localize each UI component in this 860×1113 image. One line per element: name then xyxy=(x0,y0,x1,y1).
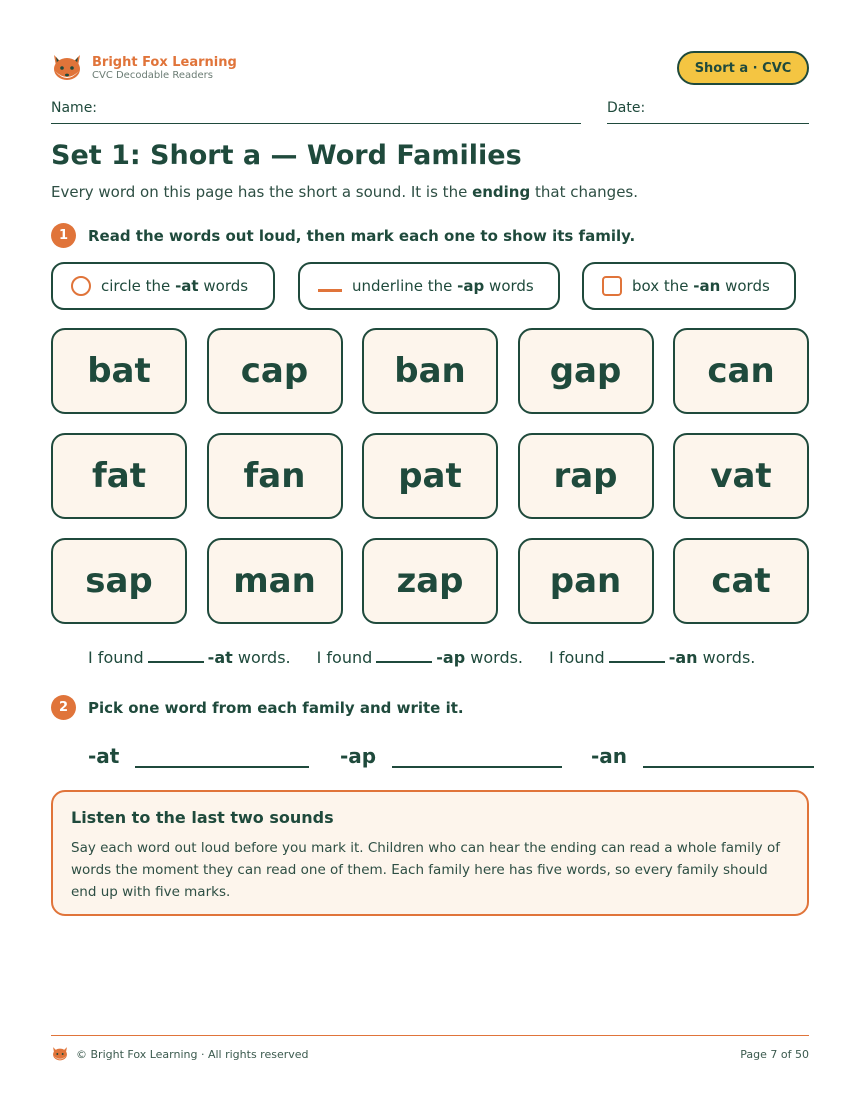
legend-family: -at xyxy=(175,277,199,295)
tally-blank[interactable] xyxy=(609,649,665,663)
write-line[interactable] xyxy=(392,740,562,768)
tally-text: words. xyxy=(702,648,756,667)
word-card[interactable]: zap xyxy=(362,538,498,624)
subtitle-emphasis: ending xyxy=(472,183,531,201)
word-card[interactable]: fan xyxy=(207,433,343,519)
legend-text: circle the xyxy=(101,277,171,295)
tally-at xyxy=(88,648,291,667)
subtitle-text: Every word on this page has the short a sound. It is the xyxy=(51,183,473,201)
word-card[interactable]: sap xyxy=(51,538,187,624)
tally-ap xyxy=(317,648,523,667)
name-field[interactable] xyxy=(51,100,581,124)
step-number-badge: 1 xyxy=(51,223,76,248)
word-card[interactable]: cat xyxy=(673,538,809,624)
word-card[interactable]: vat xyxy=(673,433,809,519)
tally-family: -at xyxy=(207,648,233,667)
tally-text: I found xyxy=(549,648,605,667)
tip-callout xyxy=(51,790,809,916)
date-label: Date: xyxy=(607,100,646,116)
step-instruction-text: Pick one word from each family and write it. xyxy=(88,698,464,717)
date-field[interactable] xyxy=(607,100,809,124)
legend-underline-ap xyxy=(298,262,560,310)
callout-title: Listen to the last two sounds xyxy=(71,808,334,827)
write-row-an xyxy=(591,740,814,768)
tally-text: I found xyxy=(88,648,144,667)
legend-box-an xyxy=(582,262,796,310)
step-2-instruction xyxy=(51,695,464,720)
write-family-label: -at xyxy=(88,744,120,768)
legend-text: box the xyxy=(632,277,689,295)
name-label: Name: xyxy=(51,100,98,116)
tally-text: I found xyxy=(316,648,373,667)
word-card[interactable]: pat xyxy=(362,433,498,519)
word-card[interactable]: man xyxy=(207,538,343,624)
tally-text: words. xyxy=(237,648,291,667)
step-instruction-text: Read the words out loud, then mark each one to show its family. xyxy=(88,226,636,245)
legend-text: words xyxy=(203,277,249,295)
tally-blank[interactable] xyxy=(148,649,204,663)
subtitle-text-end: that changes. xyxy=(530,183,639,201)
footer-copyright: © Bright Fox Learning · All rights reserved xyxy=(76,1047,309,1061)
fox-logo-icon xyxy=(51,53,83,83)
write-family-label: -an xyxy=(591,744,628,768)
legend-text: underline the xyxy=(352,277,453,295)
write-family-label: -ap xyxy=(340,744,377,768)
step-number-badge: 2 xyxy=(51,695,76,720)
tally-row xyxy=(88,648,781,667)
box-icon xyxy=(602,276,622,296)
legend-text: words xyxy=(489,277,534,295)
footer-copyright-block xyxy=(51,1046,309,1062)
word-grid xyxy=(51,328,809,624)
legend-family: -an xyxy=(693,277,721,295)
legend-family: -ap xyxy=(457,277,485,295)
fox-logo-icon xyxy=(51,1046,69,1062)
word-card[interactable]: gap xyxy=(518,328,654,414)
write-line[interactable] xyxy=(135,740,309,768)
footer-divider xyxy=(51,1035,809,1036)
word-card[interactable]: ban xyxy=(362,328,498,414)
brand-name: Bright Fox Learning xyxy=(92,54,237,70)
circle-icon xyxy=(71,276,91,296)
word-card[interactable]: cap xyxy=(207,328,343,414)
callout-body: Say each word out loud before you mark it. Children who can hear the ending can read a whole family of words the moment they can read one of them. Each family here has five words, so every family should end up with five marks. xyxy=(71,840,780,900)
brand xyxy=(51,53,237,83)
legend-circle-at xyxy=(51,262,275,310)
write-row-ap xyxy=(340,740,562,768)
tally-text: words. xyxy=(470,648,524,667)
underline-icon xyxy=(318,289,342,292)
word-card[interactable]: bat xyxy=(51,328,187,414)
tally-blank[interactable] xyxy=(376,649,432,663)
tally-family: -ap xyxy=(436,648,466,667)
level-badge: Short a · CVC xyxy=(677,51,809,85)
page-subtitle xyxy=(51,183,638,201)
word-card[interactable]: pan xyxy=(518,538,654,624)
brand-subtitle: CVC Decodable Readers xyxy=(92,69,213,81)
tally-an xyxy=(549,648,755,667)
page-title: Set 1: Short a — Word Families xyxy=(51,140,522,171)
word-card[interactable]: fat xyxy=(51,433,187,519)
step-1-instruction xyxy=(51,223,635,248)
word-card[interactable]: rap xyxy=(518,433,654,519)
legend-text: words xyxy=(725,277,770,295)
write-row-at xyxy=(88,740,309,768)
page-number: Page 7 of 50 xyxy=(740,1048,809,1061)
tally-family: -an xyxy=(668,648,698,667)
write-line[interactable] xyxy=(643,740,814,768)
word-card[interactable]: can xyxy=(673,328,809,414)
